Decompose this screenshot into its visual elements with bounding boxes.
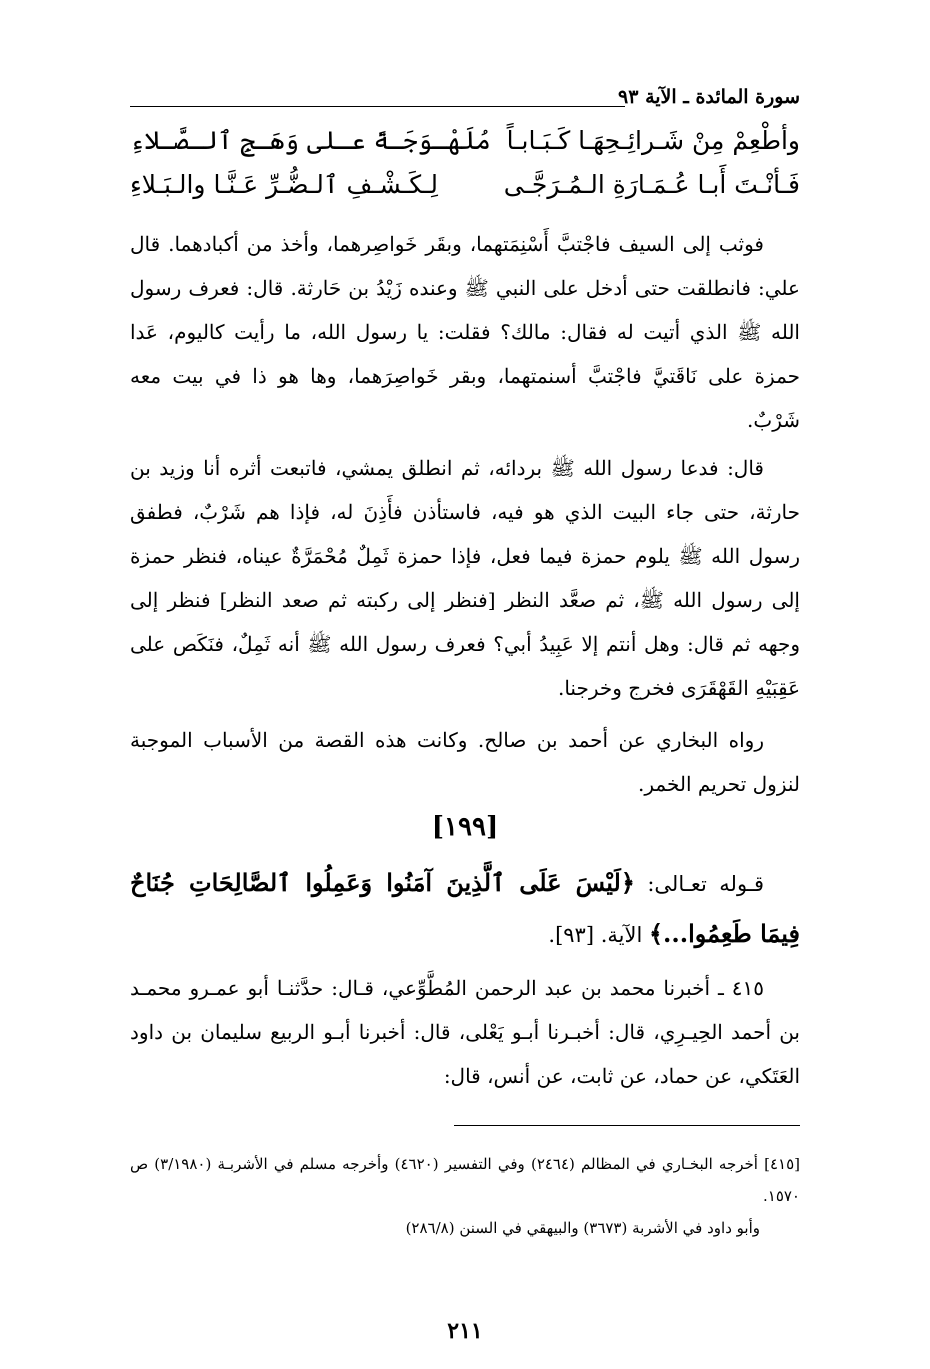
hadith-text (130, 966, 800, 1098)
footnote-line: [٤١٥] أخرجه البخـاري في المظالم (٢٤٦٤) وفي التفسير (٤٦٢٠) وأخرجه مسلم في الأشربـة (٣/١٩٨٠) ص ١٥٧٠. (130, 1155, 800, 1205)
poem-line-2 (130, 170, 800, 216)
hadith-chain: ٤١٥ ـ أخبرنا محمد بن عبد الرحمن المُطَّوِّعي، قـال: حدَّثنـا أبو عمـرو محمـد بن أحمد الحِيـرِي، قال: أخبـرنا أبـو يَعْلى، قال: أخبرنا أبـو الربيع سليمان بن داود العَتَكي، عن حماد، عن ثابت، عن أنس، قال: (130, 976, 800, 1088)
section-number: [١٩٩] (431, 812, 499, 842)
verse-reference: الآية. [٩٣]. (548, 923, 643, 947)
paragraph: رواه البخاري عن أحمد بن صالح. وكانت هذه القصة من الأسباب الموجبة لنزول تحريم الخمر. (130, 728, 800, 796)
verse-intro-text: قـوله تعـالى: (647, 872, 764, 896)
narrative-text (130, 718, 800, 806)
footnotes (130, 1148, 800, 1244)
poem-line-1 (130, 126, 800, 172)
poem-hemistich: مُلَهْـوَجَـةً عـلى وَهَـجِ ٱلـصَّـلاءِ (130, 126, 491, 155)
narrative-text (130, 222, 800, 442)
paragraph: فوثب إلى السيف فاجْتبَّ أَسْنِمَتهما، وبقَر خَواصِرهما، وأخذ من أكبادهما. قال علي: فانطلقت حتى أدخل على النبي ﷺ وعنده زَيْدُ بن حَارثة. قال: فعرف رسول الله ﷺ الذي أتيت له فقال: مالك؟ فقلت: يا رسول الله، ما رأيت كاليوم، عَدا حمزة على نَاقَتيَّ فاجْتبَّ أسنمتهما، وبقر خَواصِرَهما، وها هو ذا في بيت معه شَرْبٌ. (130, 232, 800, 432)
footnote-line: وأبو داود في الأشربة (٣٦٧٣) والبيهقي في السنن (٢٨٦/٨) (405, 1219, 760, 1237)
quran-verse: ﴿لَيْسَ عَلَى ٱلَّذِينَ آمَنُوا وَعَمِلُوا ٱلصَّالِحَاتِ جُنَاحٌ فِيمَا طَعِمُوا...﴾ (130, 868, 800, 948)
running-header (130, 86, 800, 114)
poem-hemistich: وأطْعِمْ مِنْ شَـرائِـحِهَـا كَـبَـابـاً (506, 126, 800, 155)
poem-hemistich: فَـأنْـتَ أَبـا عُـمَـارَةِ الـمُـرَجَّـى (503, 170, 800, 199)
narrative-text (130, 446, 800, 710)
paragraph: قال: فدعا رسول الله ﷺ بردائه، ثم انطلق يمشي، فاتبعت أثره أنا وزيد بن حارثة، حتى جاء البيت الذي هو فيه، فاستأذن فأَذِنَ له، فإذا هم شَرْبٌ، فطفق رسول الله ﷺ يلوم حمزة فيما فعل، فإذا حمزة ثَمِلٌ مُحْمَرَّةٌ عيناه، فنظر حمزة إلى رسول الله ﷺ، ثم صعَّد النظر [فنظر إلى ركبته ثم صعد النظر] فنظر إلى وجهه ثم قال: وهل أنتم إلا عَبِيدُ أبي؟ فعرف رسول الله ﷺ أنه ثَمِلٌ، فنَكَص على عَقِبَيْهِ القَهْقَرَى فخرج وخرجنا. (130, 456, 800, 700)
footnote-rule (454, 1125, 800, 1126)
running-title: سورة المائدة ـ الآية ٩٣ (618, 86, 800, 108)
poem-hemistich: لِـكَـشْـفِ ٱلـضُّـرِّ عَـنَّـا والـبَـلاءِ (130, 170, 439, 199)
verse-heading (130, 858, 800, 960)
page-number: ٢١١ (447, 1318, 483, 1344)
header-rule (130, 106, 625, 107)
